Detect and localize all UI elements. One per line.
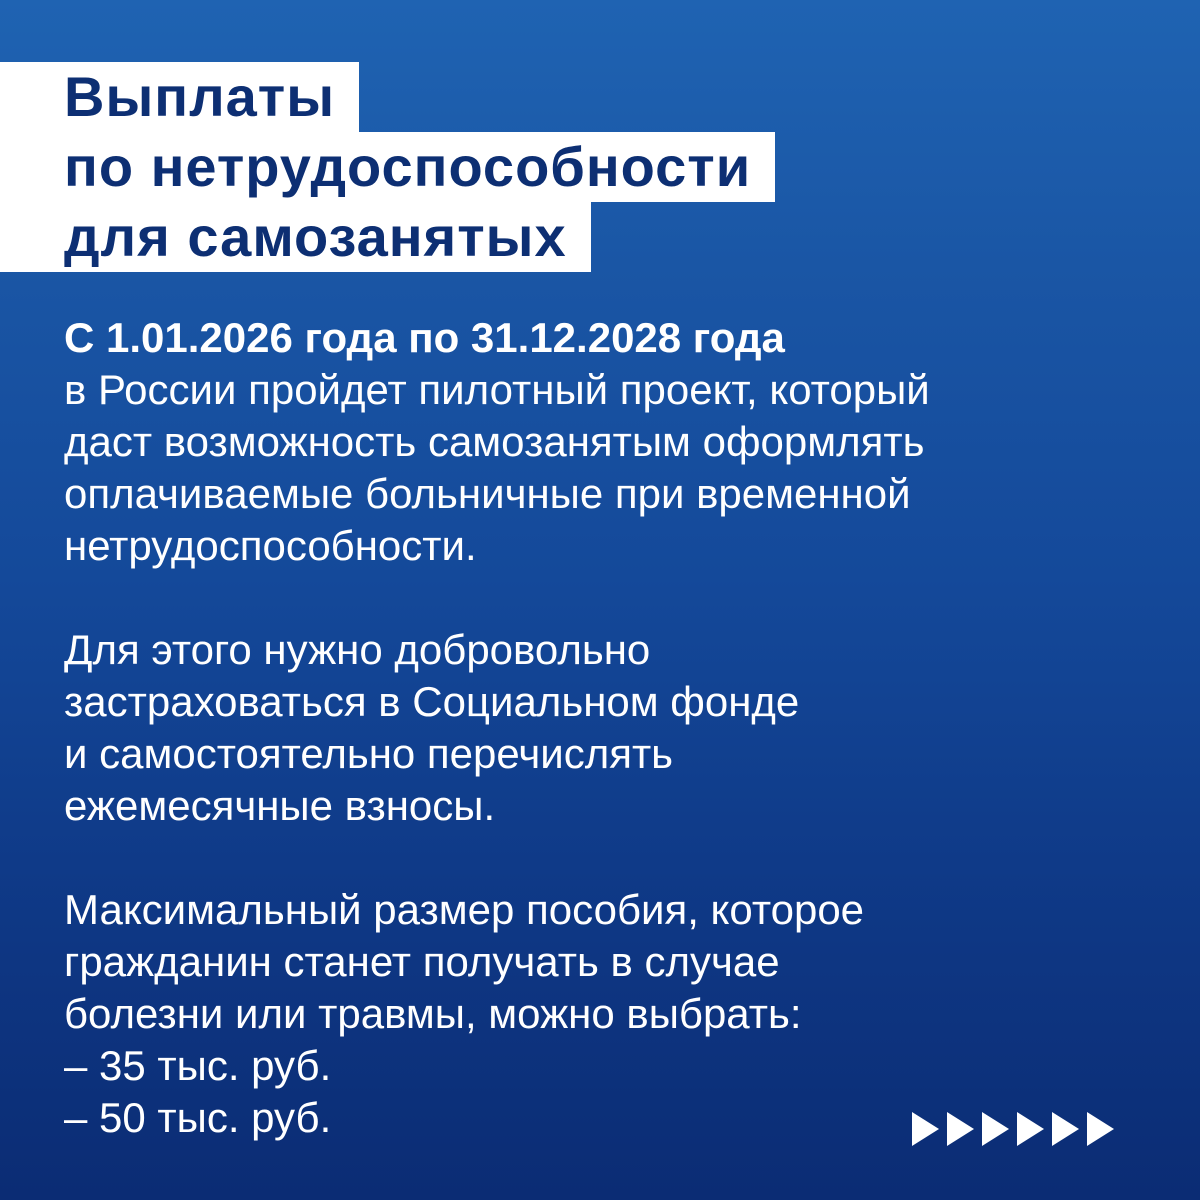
- title-line-3: для самозанятых: [0, 202, 591, 272]
- title-block: [0, 62, 775, 272]
- body-content: [64, 312, 1154, 1144]
- arrow-icon: [1087, 1112, 1114, 1146]
- paragraph-pilot-project: [64, 312, 1154, 572]
- paragraph-line: застраховаться в Социальном фонде: [64, 678, 800, 725]
- paragraph-line: даст возможность самозанятым оформлять: [64, 418, 925, 465]
- option-50k: – 50 тыс. руб.: [64, 1094, 332, 1141]
- date-range-line: С 1.01.2026 года по 31.12.2028 года: [64, 314, 785, 361]
- title-line-1: Выплаты: [0, 62, 359, 132]
- arrow-icon: [912, 1112, 939, 1146]
- arrow-icon: [1017, 1112, 1044, 1146]
- paragraph-line: и самостоятельно перечислять: [64, 730, 674, 777]
- paragraph-line: болезни или травмы, можно выбрать:: [64, 990, 802, 1037]
- arrow-icon: [982, 1112, 1009, 1146]
- arrow-icon: [947, 1112, 974, 1146]
- paragraph-line: гражданин станет получать в случае: [64, 938, 780, 985]
- arrow-icon: [1052, 1112, 1079, 1146]
- option-35k: – 35 тыс. руб.: [64, 1042, 332, 1089]
- paragraph-line: нетрудоспособности.: [64, 522, 477, 569]
- paragraph-line: оплачиваемые больничные при временной: [64, 470, 911, 517]
- paragraph-line: ежемесячные взносы.: [64, 782, 496, 829]
- paragraph-benefit-amount: [64, 884, 1154, 1144]
- arrows-right-icon[interactable]: [912, 1112, 1114, 1146]
- paragraph-insurance: [64, 624, 1154, 832]
- paragraph-line: Максимальный размер пособия, которое: [64, 886, 865, 933]
- paragraph-line: Для этого нужно добровольно: [64, 626, 651, 673]
- title-line-2: по нетрудоспособности: [0, 132, 775, 202]
- paragraph-line: в России пройдет пилотный проект, который: [64, 366, 930, 413]
